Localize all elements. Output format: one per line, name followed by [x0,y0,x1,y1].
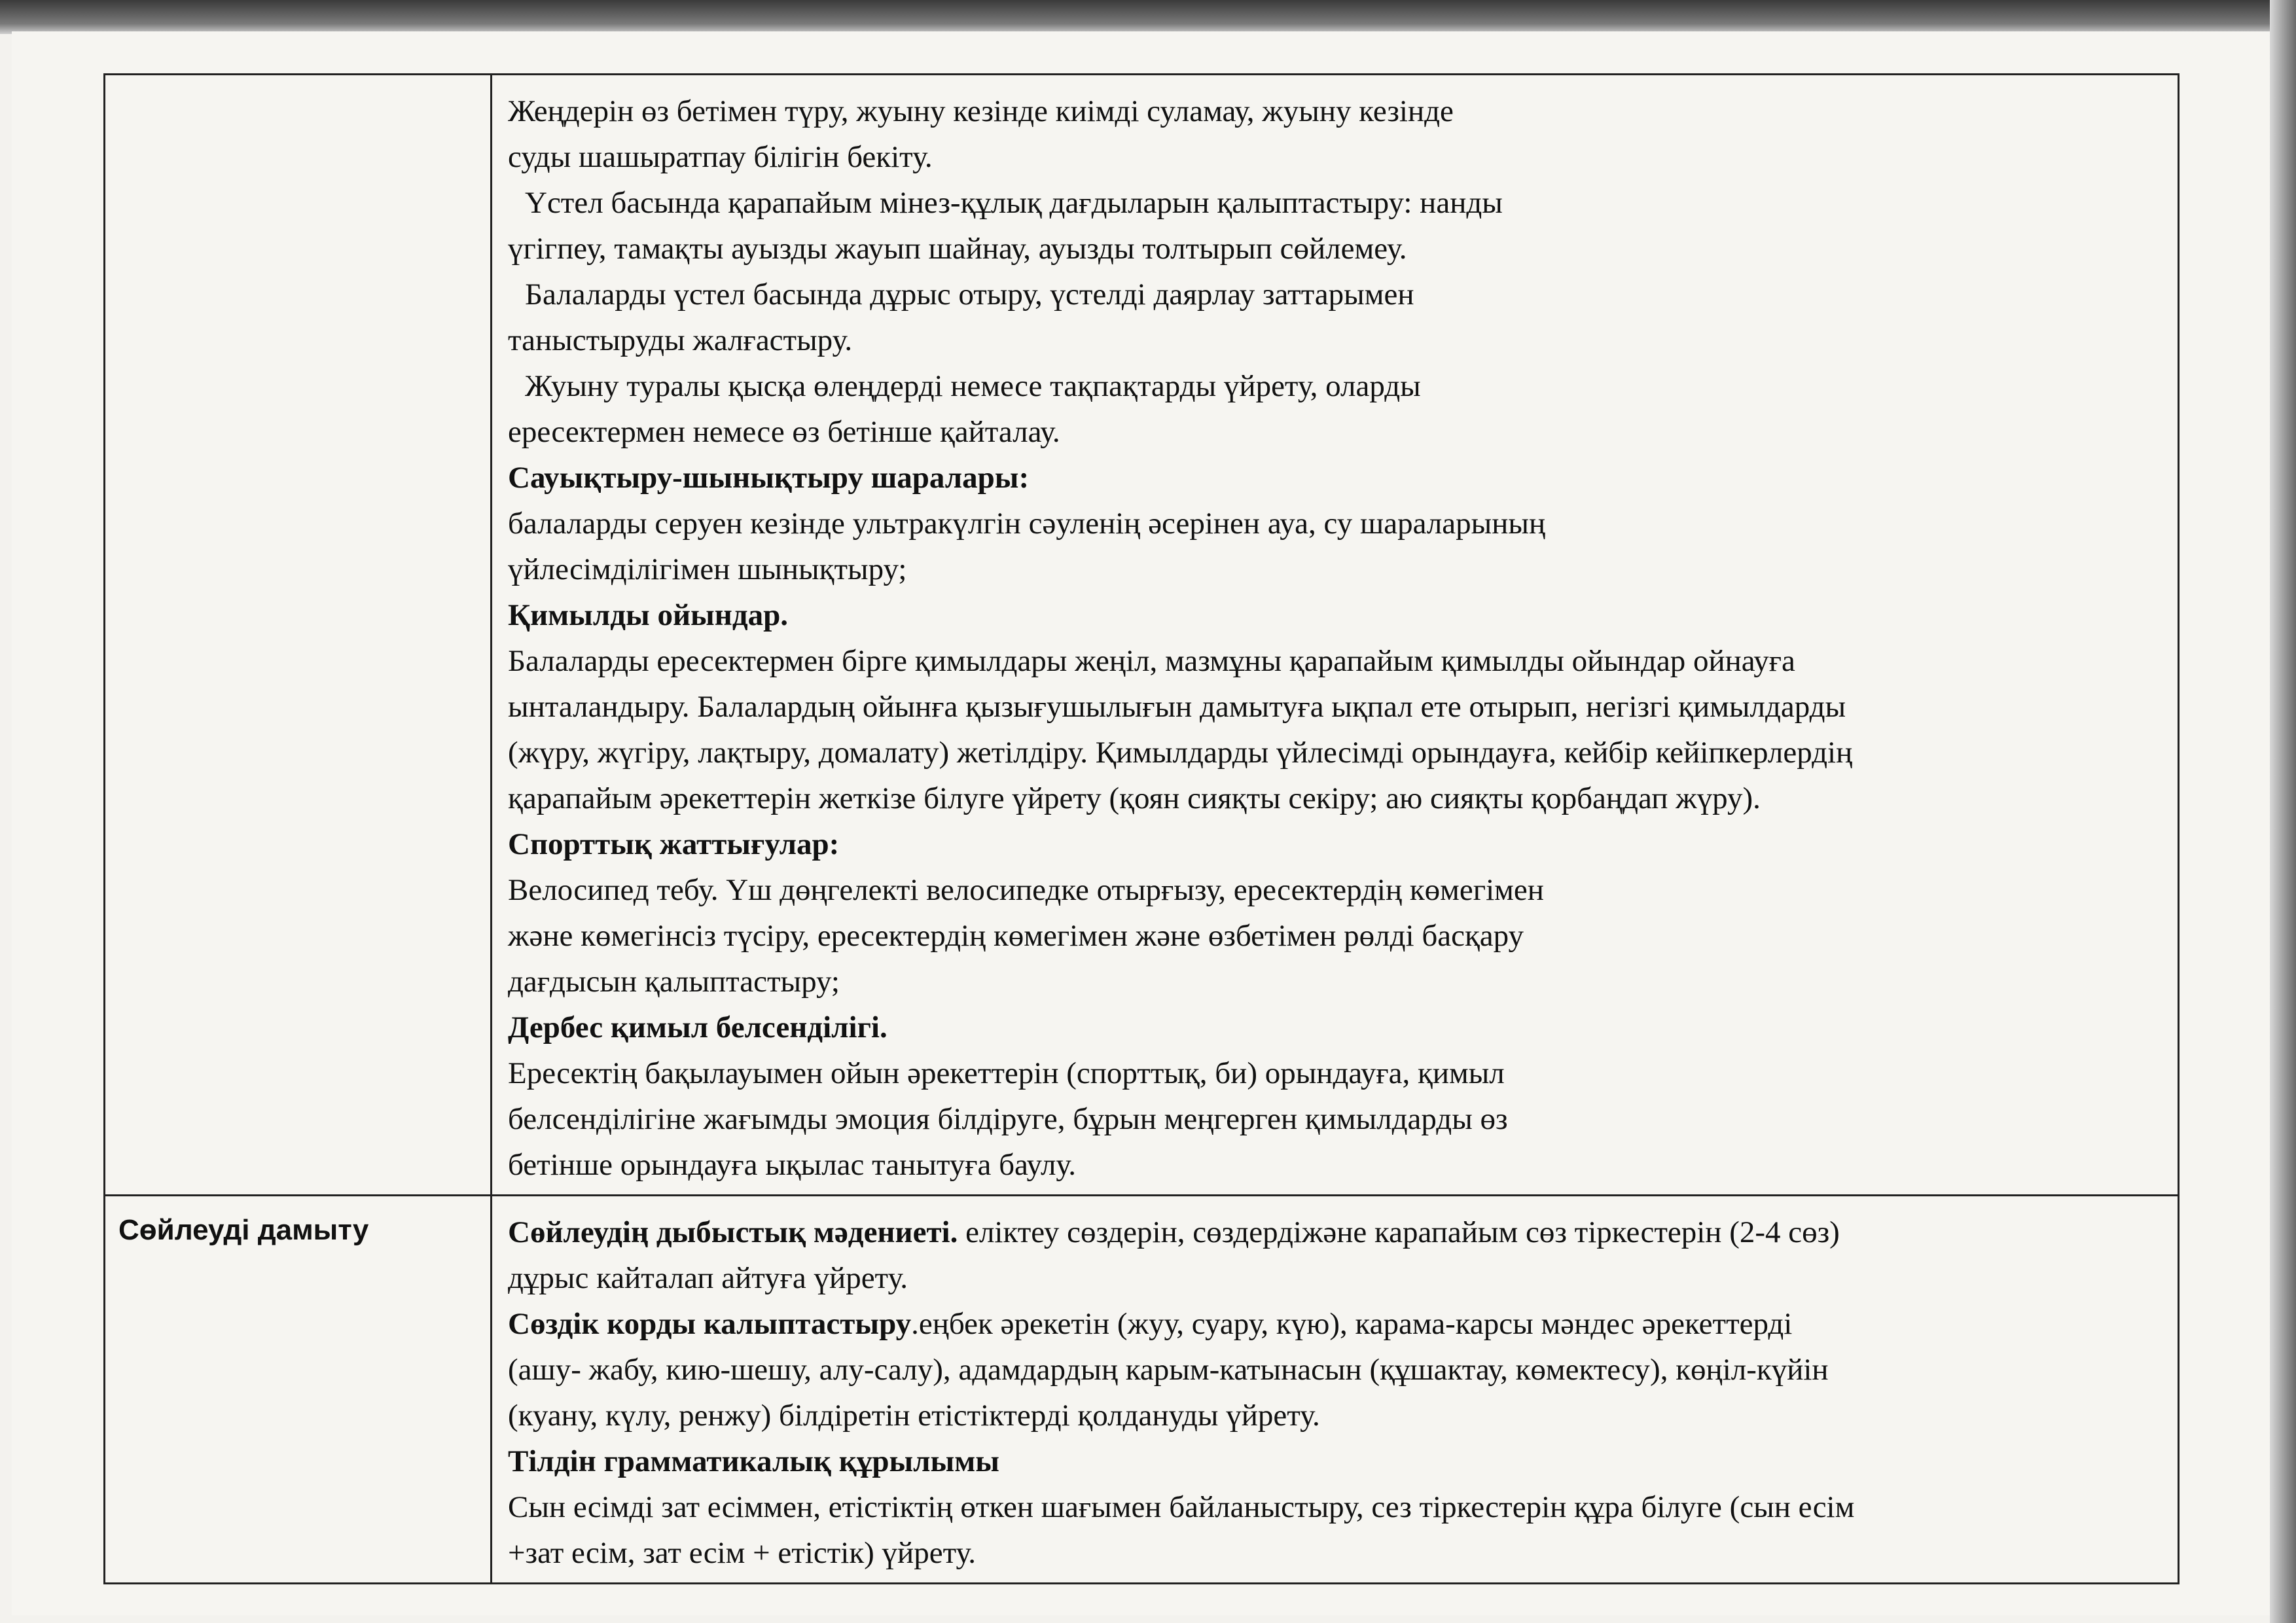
row-content-cell [492,1196,2179,1584]
section-heading: Сауықтыру-шынықтыру шаралары: [508,461,1030,495]
inline-text: (куану, күлу, ренжу) білдіретін етістіктерді қолдануды үйрету. [508,1399,1320,1433]
section-heading: Дербес қимыл белсенділігі. [508,1010,888,1044]
text-line: Үстел басында қарапайым мінез-құлық дағдыларын қалыптастыру: нанды [525,186,1503,220]
text-line [508,1530,2162,1576]
inline-text: дұрыс кайталап айтуға үйрету. [508,1261,908,1295]
table-row [105,1196,2179,1584]
scan-edge-right [2270,0,2296,1623]
text-line: үйлесімділігімен шынықтыру; [508,552,907,586]
text-line: суды шашыратпау білігін бекіту. [508,140,933,174]
text-line: Жуыну туралы қысқа өлеңдерді немесе тақпақтарды үйрету, оларды [525,369,1421,403]
inline-text: (ашу- жабу, кию-шешу, алу-салу), адамдардың карым-катынасын (құшактау, көмектесу), көңіл-күйін [508,1353,1829,1387]
text-line: таныстыруды жалғастыру. [508,323,853,357]
inline-text: .еңбек әрекетін (жуу, суару, күю), карама-карсы мәндес әрекеттерді [911,1307,1793,1341]
text-line: балаларды серуен кезінде ультракүлгін сәуленің әсерінен ауа, су шараларының [508,507,1546,541]
text-line: (жүру, жүгіру, лақтыру, домалату) жетілдіру. Қимылдарды үйлесімді орындауға, кейбір кейіпкерлердің [508,736,1853,770]
text-line: белсенділігіне жағымды эмоция білдіруге, бұрын меңгерген қимылдарды өз [508,1102,1508,1136]
inline-text: +зат есім, зат есім + етістік) үйрету. [508,1536,977,1570]
inline-text: еліктеу сөздерін, сөздердіжәне карапайым сөз тіркестерін (2-4 сөз) [958,1215,1840,1249]
text-line: Ересектің бақылауымен ойын әрекеттерін (спорттық, би) орындауға, қимыл [508,1056,1505,1090]
inline-heading: Сөйлеудің дыбыстық мәдениеті. [508,1215,958,1249]
text-line: Балаларды үстел басында дұрыс отыру, үстелді даярлау заттарымен [525,277,1414,312]
text-line: дағдысын қалыптастыру; [508,965,840,999]
text-line [508,1301,2162,1347]
scan-edge-top [0,0,2296,34]
text-line [508,1438,2162,1484]
row-label-cell [105,75,492,1196]
inline-heading: Тілдін грамматикалық құрылымы [508,1444,999,1478]
inline-heading: Сөздік корды калыптастыру [508,1307,912,1341]
text-line: қарапайым әрекеттерін жеткізе білуге үйрету (қоян сияқты секіру; аю сияқты қорбаңдап жүру). [508,781,1761,815]
text-line [508,1255,2162,1301]
text-line: Велосипед тебу. Үш дөңгелекті велосипедке отырғызу, ересектердің көмегімен [508,873,1544,907]
inline-text: Сын есімді зат есіммен, етістіктің өткен шағымен байланыстыру, сез тіркестерін құра білуге (сын есім [508,1490,1855,1524]
row-label-cell [105,1196,492,1584]
text-line [508,1209,2162,1255]
text-line [508,1393,2162,1438]
text-line: бетінше орындауға ықылас танытуға баулу. [508,1148,1076,1182]
section-heading: Спорттық жаттығулар: [508,827,840,861]
row-content-cell [492,75,2179,1196]
text-line: және көмегінсіз түсіру, ересектердің көмегімен және өзбетімен рөлді басқару [508,919,1524,953]
table-row [105,75,2179,1196]
curriculum-table [103,73,2179,1584]
document-page [12,31,2270,1615]
text-line: ынталандыру. Балалардың ойынға қызығушылығын дамытуға ықпал ете отырып, негізгі қимылдарды [508,690,1846,724]
text-line [508,1484,2162,1530]
text-line: үгігпеу, тамақты ауызды жауып шайнау, ауызды толтырып сөйлемеу. [508,232,1407,266]
section-heading: Қимылды ойындар. [508,598,788,632]
text-line [508,1347,2162,1393]
text-line: Балаларды ересектермен бірге қимылдары жеңіл, мазмұны қарапайым қимылды ойындар ойнауға [508,644,1795,678]
text-line: ересектермен немесе өз бетінше қайталау. [508,415,1060,449]
text-line: Жеңдерін өз бетімен түру, жуыну кезінде киімді суламау, жуыну кезінде [508,94,1454,128]
row-label: Сөйлеуді дамыту [118,1214,369,1246]
